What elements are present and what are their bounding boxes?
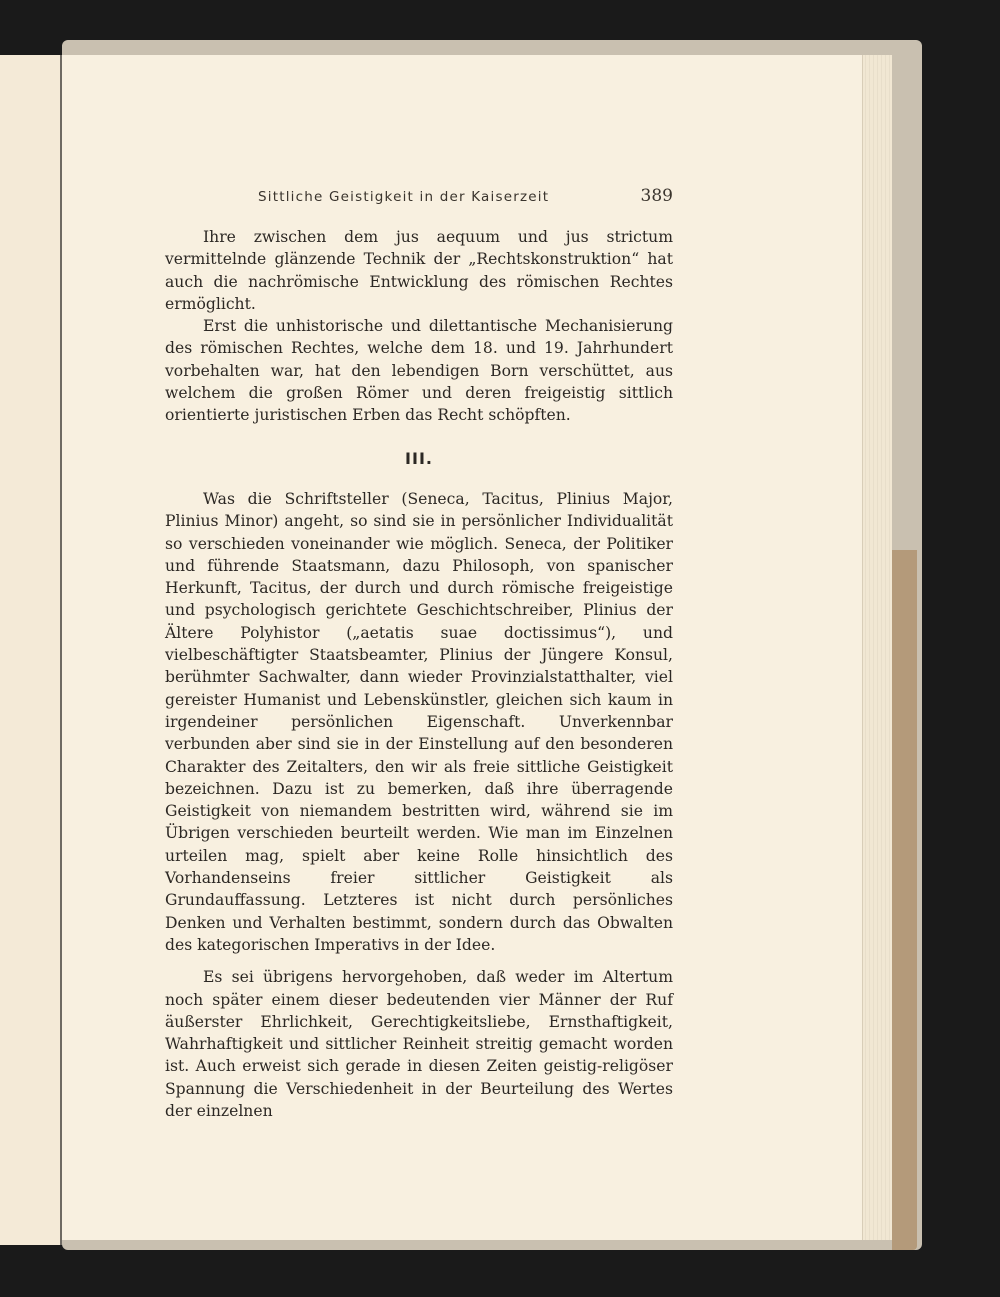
paragraph-3: Was die Schriftsteller (Seneca, Tacitus, Plinius Major, Plinius Minor) angeht, so sind sie in persönlicher Individualität so verschieden voneinander wie möglich. Seneca, der Politiker und führende Staatsmann, dazu Philosoph, von spanischer Herkunft, Tacitus, der durch und durch römische freigeistige und psychologisch gerichtete Geschichtschreiber, Plinius der Ältere Polyhistor („aetatis suae doctissimus“), und vielbeschäftigter Staatsbeamter, Plinius der Jüngere Konsul, berühmter Sachwalter, dann wieder Provinzialstatthalter, viel gereister Humanist und Lebenskünstler, gleichen sich kaum in irgendeiner persönlichen Eigenschaft. Unverkennbar verbunden aber sind sie in der Einstellung auf den besonderen Charakter des Zeitalters, den wir als freie sittliche Geistigkeit bezeichnen. Dazu ist zu bemerken, daß ihre überragende Geistigkeit von niemandem bestritten wird, während sie im Übrigen verschieden beurteilt werden. Wie man im Einzelnen urteilen mag, spielt aber keine Rolle hinsichtlich des Vorhandenseins freier sittlicher Geistigkeit als Grundauffassung. Letzteres ist nicht durch persönliches Denken und Verhalten bestimmt, sondern durch das Obwalten des kategorischen Imperativs in der Idee. bbox=[165, 489, 673, 954]
paragraph-1: Ihre zwischen dem jus aequum und jus strictum vermittelnde glänzende Technik der „Rechtskonstruktion“ hat auch die nachrömische Entwicklung des römischen Rechtes ermöglicht. bbox=[165, 228, 673, 313]
paragraph-4: Es sei übrigens hervorgehoben, daß weder im Altertum noch später einem dieser bedeutenden vier Männer der Ruf äußerster Ehrlichkeit, Gerechtigkeitsliebe, Ernsthaftigkeit, Wahrhaftigkeit und sittlicher Reinheit streitig gemacht worden ist. Auch erweist sich gerade in diesen Zeiten geistig-religöser Spannung die Verschiedenheit in der Beurteilung des Wertes der einzelnen bbox=[165, 968, 673, 1120]
running-header bbox=[258, 186, 673, 213]
running-title: Sittliche Geistigkeit in der Kaiserzeit bbox=[258, 189, 550, 205]
page-edges bbox=[862, 55, 892, 1240]
paragraph-2: Erst die unhistorische und dilettantische Mechanisierung des römischen Rechtes, welche dem 18. und 19. Jahrhundert vorbehalten war, hat den lebendigen Born verschüttet, aus welchem die großen Römer und deren freigeistig sittlich orientierte juristischen Erben das Recht schöpften. bbox=[165, 317, 673, 425]
cover-edge bbox=[892, 550, 917, 1250]
page-number: 389 bbox=[640, 186, 673, 206]
body-text bbox=[165, 226, 673, 1122]
section-heading: III. bbox=[405, 448, 433, 468]
left-page-edge bbox=[0, 55, 62, 1245]
